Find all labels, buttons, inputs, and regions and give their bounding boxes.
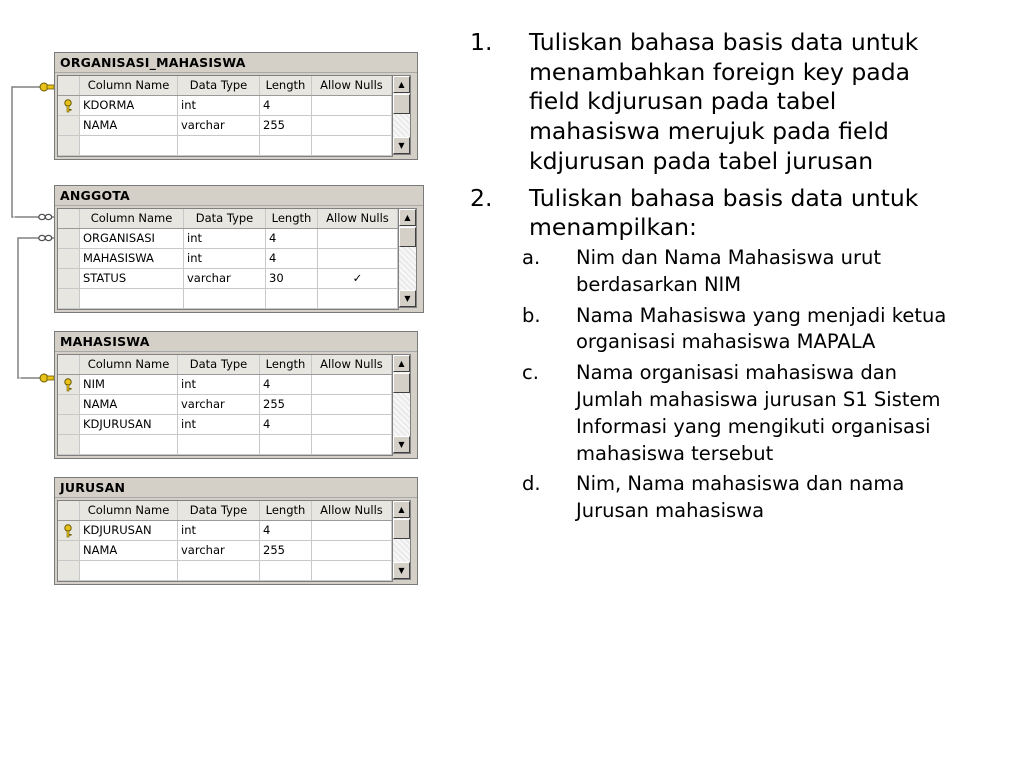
column-grid[interactable] (57, 208, 399, 310)
row-selector-header (58, 209, 80, 228)
relationship-anggota-mahasiswa (18, 238, 40, 380)
scroll-down-icon[interactable]: ▼ (393, 562, 410, 579)
header-length: Length (266, 209, 318, 228)
scroll-up-icon[interactable]: ▲ (393, 76, 410, 93)
data-type-cell[interactable] (178, 561, 260, 580)
sub-question-text: Nama Mahasiswa yang menjadi ketua organisasi mahasiswa MAPALA (576, 303, 947, 354)
row-selector[interactable] (58, 136, 80, 155)
column-name-cell[interactable] (80, 289, 184, 308)
sub-question-item (470, 360, 1010, 467)
table-row[interactable] (58, 269, 398, 289)
row-selector[interactable] (58, 375, 80, 394)
relationship-line-shadow (20, 240, 40, 380)
sub-question-item (470, 303, 1010, 357)
sub-question-label: d. (522, 472, 541, 496)
sub-question-item (470, 471, 1010, 525)
allow-nulls-cell[interactable] (312, 116, 392, 135)
length-cell[interactable]: 4 (260, 375, 312, 394)
column-grid[interactable] (57, 75, 393, 157)
grid-header-row (58, 501, 392, 521)
question-number: 1. (470, 28, 493, 56)
scroll-thumb[interactable] (393, 519, 410, 539)
header-allow-nulls: Allow Nulls (318, 209, 398, 228)
vertical-scrollbar[interactable] (393, 354, 411, 454)
sub-question-item (470, 245, 1010, 299)
column-name-cell[interactable]: ORGANISASI (80, 229, 184, 248)
allow-nulls-checkbox[interactable]: ✓ (318, 269, 398, 288)
question-item (470, 184, 1010, 243)
header-data-type: Data Type (184, 209, 266, 228)
allow-nulls-cell[interactable] (312, 136, 392, 155)
data-type-cell[interactable]: int (178, 96, 260, 115)
question-number: 2. (470, 183, 493, 212)
column-name-cell[interactable]: KDJURUSAN (80, 521, 178, 540)
allow-nulls-cell[interactable] (318, 229, 398, 248)
header-length: Length (260, 501, 312, 520)
key-icon (62, 99, 74, 113)
row-selector[interactable] (58, 541, 80, 560)
table-organisasi-mahasiswa[interactable] (54, 52, 418, 160)
header-column-name: Column Name (80, 76, 178, 95)
data-type-cell[interactable]: varchar (184, 269, 266, 288)
column-name-cell[interactable]: NAMA (80, 541, 178, 560)
column-name-cell[interactable]: KDJURUSAN (80, 415, 178, 434)
table-row[interactable] (58, 249, 398, 269)
data-type-cell[interactable]: varchar (178, 541, 260, 560)
key-icon (62, 378, 74, 392)
data-type-cell[interactable]: varchar (178, 395, 260, 414)
table-row[interactable] (58, 521, 392, 541)
header-column-name: Column Name (80, 355, 178, 374)
header-column-name: Column Name (80, 501, 178, 520)
length-cell[interactable]: 30 (266, 269, 318, 288)
length-cell[interactable]: 4 (260, 521, 312, 540)
data-type-cell[interactable]: int (184, 229, 266, 248)
row-selector[interactable] (58, 229, 80, 248)
header-allow-nulls: Allow Nulls (312, 501, 392, 520)
vertical-scrollbar[interactable] (393, 500, 411, 580)
column-name-cell[interactable] (80, 561, 178, 580)
relationship-org-anggota (12, 87, 40, 219)
column-grid[interactable] (57, 500, 393, 582)
table-title[interactable]: JURUSAN (55, 478, 417, 498)
header-allow-nulls: Allow Nulls (312, 355, 392, 374)
row-selector[interactable] (58, 435, 80, 454)
question-text: Tuliskan bahasa basis data untuk menambahkan foreign key pada field kdjurusan pada tabel mahasiswa merujuk pada field kdjurusan pada tabel jurusan (529, 28, 919, 175)
header-allow-nulls: Allow Nulls (312, 76, 392, 95)
allow-nulls-cell[interactable] (312, 435, 392, 454)
data-type-cell[interactable]: int (184, 249, 266, 268)
scroll-thumb[interactable] (393, 94, 410, 114)
table-title[interactable]: ANGGOTA (55, 186, 423, 206)
data-type-cell[interactable]: int (178, 415, 260, 434)
header-column-name: Column Name (80, 209, 184, 228)
row-selector[interactable] (58, 415, 80, 434)
column-name-cell[interactable]: KDORMA (80, 96, 178, 115)
column-name-cell[interactable]: NAMA (80, 395, 178, 414)
allow-nulls-cell[interactable] (312, 96, 392, 115)
length-cell[interactable]: 4 (260, 96, 312, 115)
header-data-type: Data Type (178, 501, 260, 520)
column-name-cell[interactable]: NAMA (80, 116, 178, 135)
header-length: Length (260, 355, 312, 374)
relationship-line (18, 238, 38, 378)
scroll-down-icon[interactable]: ▼ (393, 137, 410, 154)
sub-question-text: Nama organisasi mahasiswa dan Jumlah mahasiswa jurusan S1 Sistem Informasi yang mengikuti organisasi mahasiswa tersebut (576, 361, 941, 465)
table-row[interactable] (58, 375, 392, 395)
table-row[interactable] (58, 136, 392, 156)
grid-header-row (58, 209, 398, 229)
relationship-line (12, 87, 38, 217)
column-name-cell[interactable]: MAHASISWA (80, 249, 184, 268)
table-row[interactable] (58, 116, 392, 136)
data-type-cell[interactable] (178, 435, 260, 454)
table-title[interactable]: ORGANISASI_MAHASISWA (55, 53, 417, 73)
question-list (470, 28, 1010, 529)
table-row[interactable] (58, 229, 398, 249)
row-selector-header (58, 355, 80, 374)
relationship-line-shadow (14, 89, 40, 219)
allow-nulls-cell[interactable] (312, 521, 392, 540)
grid-header-row (58, 76, 392, 96)
key-icon (62, 524, 74, 538)
column-name-cell[interactable] (80, 136, 178, 155)
sub-question-text: Nim dan Nama Mahasiswa urut berdasarkan NIM (576, 245, 882, 296)
scroll-down-icon[interactable]: ▼ (393, 436, 410, 453)
length-cell[interactable] (260, 435, 312, 454)
scroll-up-icon[interactable]: ▲ (399, 209, 416, 226)
column-name-cell[interactable]: NIM (80, 375, 178, 394)
column-name-cell[interactable] (80, 435, 178, 454)
table-row[interactable] (58, 96, 392, 116)
allow-nulls-cell[interactable] (312, 561, 392, 580)
data-type-cell[interactable]: varchar (178, 116, 260, 135)
scroll-up-icon[interactable]: ▲ (393, 355, 410, 372)
sub-question-label: b. (522, 303, 541, 327)
length-cell[interactable] (260, 136, 312, 155)
scroll-thumb[interactable] (393, 373, 410, 393)
scroll-thumb[interactable] (399, 227, 416, 247)
allow-nulls-cell[interactable] (312, 415, 392, 434)
table-row[interactable] (58, 415, 392, 435)
allow-nulls-cell[interactable] (312, 541, 392, 560)
question-text: Tuliskan bahasa basis data untuk menampilkan: (529, 183, 919, 242)
length-cell[interactable]: 4 (260, 415, 312, 434)
table-anggota[interactable] (54, 185, 424, 313)
row-selector[interactable] (58, 561, 80, 580)
sub-question-label: a. (522, 245, 541, 269)
sub-question-text: Nim, Nama mahasiswa dan nama Jurusan mahasiswa (576, 472, 905, 523)
allow-nulls-cell[interactable] (318, 289, 398, 308)
vertical-scrollbar[interactable] (393, 75, 411, 155)
key-endpoint-icon (38, 83, 54, 91)
vertical-scrollbar[interactable] (399, 208, 417, 308)
row-selector-header (58, 501, 80, 520)
sub-question-list (470, 245, 1010, 525)
row-selector[interactable] (58, 116, 80, 135)
row-selector[interactable] (58, 269, 80, 288)
table-mahasiswa[interactable] (54, 331, 418, 459)
data-type-cell[interactable]: int (178, 521, 260, 540)
table-title[interactable]: MAHASISWA (55, 332, 417, 352)
row-selector[interactable] (58, 395, 80, 414)
header-data-type: Data Type (178, 355, 260, 374)
allow-nulls-cell[interactable] (312, 395, 392, 414)
length-cell[interactable]: 4 (266, 249, 318, 268)
row-selector[interactable] (58, 249, 80, 268)
row-selector[interactable] (58, 289, 80, 308)
table-row[interactable] (58, 561, 392, 581)
length-cell[interactable] (266, 289, 318, 308)
length-cell[interactable]: 4 (266, 229, 318, 248)
key-endpoint-icon (38, 374, 54, 382)
scroll-down-icon[interactable]: ▼ (399, 290, 416, 307)
column-grid[interactable] (57, 354, 393, 456)
data-type-cell[interactable] (184, 289, 266, 308)
table-jurusan[interactable] (54, 477, 418, 585)
scroll-up-icon[interactable]: ▲ (393, 501, 410, 518)
allow-nulls-cell[interactable] (318, 249, 398, 268)
row-selector[interactable] (58, 96, 80, 115)
length-cell[interactable]: 255 (260, 541, 312, 560)
column-name-cell[interactable]: STATUS (80, 269, 184, 288)
row-selector-header (58, 76, 80, 95)
table-row[interactable] (58, 541, 392, 561)
length-cell[interactable] (260, 561, 312, 580)
sub-question-label: c. (522, 361, 539, 385)
data-type-cell[interactable]: int (178, 375, 260, 394)
length-cell[interactable]: 255 (260, 116, 312, 135)
table-row[interactable] (58, 395, 392, 415)
row-selector[interactable] (58, 521, 80, 540)
question-item (470, 28, 1010, 177)
allow-nulls-cell[interactable] (312, 375, 392, 394)
header-length: Length (260, 76, 312, 95)
length-cell[interactable]: 255 (260, 395, 312, 414)
grid-header-row (58, 355, 392, 375)
data-type-cell[interactable] (178, 136, 260, 155)
header-data-type: Data Type (178, 76, 260, 95)
table-row[interactable] (58, 289, 398, 309)
table-row[interactable] (58, 435, 392, 455)
